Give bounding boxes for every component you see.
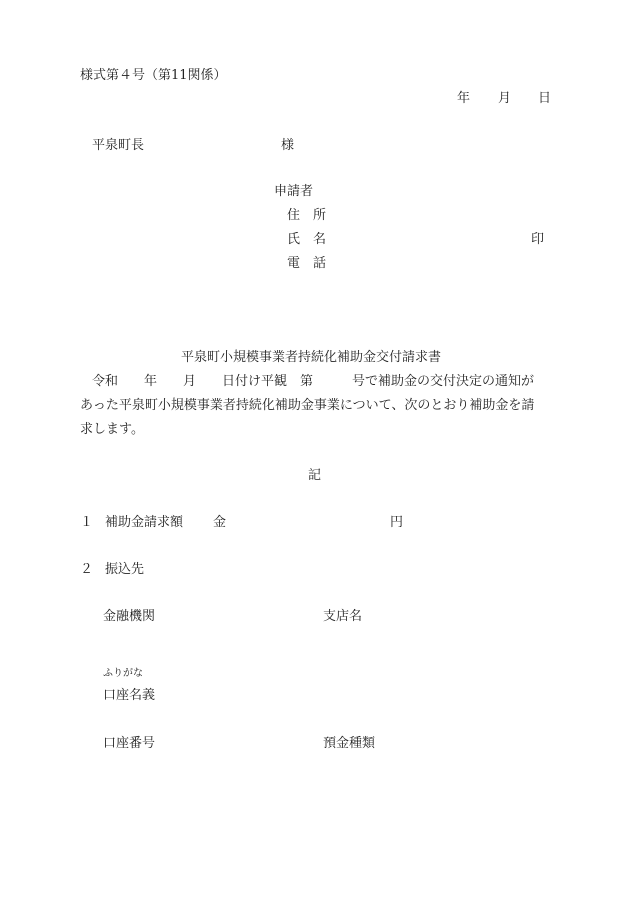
addressee-honorific: 様 [281,138,295,153]
form-number: 様式第４号（第11関係） [80,68,227,83]
item-1-label: 補助金請求額 [105,515,184,530]
account-name-label: 口座名義 [103,688,156,703]
seal-mark: 印 [531,232,545,247]
document-title: 平泉町小規模事業者持続化補助金交付請求書 [181,350,442,365]
applicant-phone-label: 電 話 [287,256,327,271]
applicant-address-label: 住 所 [287,208,327,223]
item-2-number: ２ [80,562,94,577]
account-number-label: 口座番号 [103,736,156,751]
branch-label: 支店名 [323,609,363,624]
item-1-number: １ [80,515,94,530]
date-day: 日 [538,91,552,106]
amount-yen: 円 [390,515,404,530]
addressee-name: 平泉町長 [92,138,145,153]
date-month: 月 [498,91,512,106]
applicant-label: 申請者 [274,184,314,199]
deposit-type-label: 預金種類 [323,736,376,751]
applicant-name-label: 氏 名 [287,232,327,247]
bank-label: 金融機関 [103,609,156,624]
body-line-3: 求します。 [80,422,144,437]
furigana-label: ふりがな [103,668,143,679]
body-line-1: 令和 年 月 日付け平観 第 号で補助金の交付決定の通知が [92,374,535,389]
amount-kin: 金 [213,515,227,530]
ki-heading: 記 [308,468,322,483]
date-year: 年 [457,91,471,106]
body-line-2: あった平泉町小規模事業者持続化補助金事業について、次のとおり補助金を請 [80,398,535,413]
item-2-label: 振込先 [105,562,145,577]
